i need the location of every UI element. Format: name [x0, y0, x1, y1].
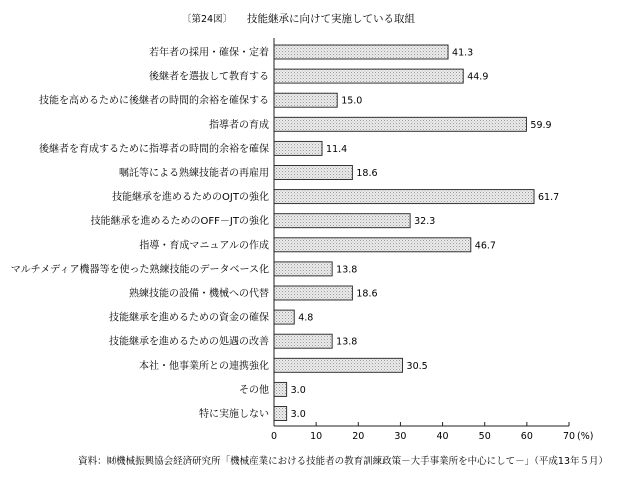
value-label: 4.8: [298, 312, 314, 324]
bar: [274, 238, 471, 252]
x-tick-label: 0: [270, 431, 278, 442]
value-label: 18.6: [356, 168, 378, 179]
value-label: 61.7: [538, 192, 560, 204]
bar: [274, 310, 294, 324]
bar: [274, 286, 352, 300]
x-tick-label: 10: [310, 431, 323, 442]
bar: [274, 45, 448, 59]
bar: [274, 407, 287, 421]
x-unit-label: (%): [577, 431, 594, 442]
x-tick-label: 70: [562, 431, 576, 442]
figure-label: 〔第24図〕: [182, 14, 233, 25]
chart-title: 技能継承に向けて実施している取組: [247, 13, 415, 25]
bar: [274, 262, 332, 276]
category-label: 技能を高めるために後継者の時間的余裕を確保する: [39, 95, 269, 107]
value-label: 15.0: [341, 95, 363, 107]
bar: [274, 382, 287, 396]
x-tick-label: 50: [478, 431, 491, 442]
category-label: 指導者の育成: [209, 119, 269, 131]
category-label: 本社・他事業所との連携強化: [139, 360, 269, 372]
bar: [274, 358, 403, 372]
x-tick-label: 60: [520, 431, 533, 442]
category-label: 後継者を育成するために指導者の時間的余裕を確保: [39, 143, 269, 155]
category-label: 後継者を選抜して教育する: [149, 71, 269, 83]
value-label: 3.0: [290, 409, 306, 420]
category-label: 技能継承を進めるためのOFF－JTの強化: [90, 216, 269, 228]
category-label: 指導・育成マニュアルの作成: [139, 240, 269, 252]
x-tick-label: 40: [436, 431, 449, 442]
value-label: 32.3: [414, 216, 436, 228]
value-label: 3.0: [290, 384, 306, 396]
value-label: 18.6: [356, 288, 378, 300]
value-label: 13.8: [336, 264, 358, 276]
category-label: 若年者の採用・確保・定着: [149, 47, 269, 59]
bar: [274, 69, 463, 83]
source-note: 資料：㈶機械振興協会経済研究所「機械産業における技能者の教育訓練政策－大手事業所を中心にして－」（平成13年５月）: [78, 456, 608, 467]
bar: [274, 334, 332, 348]
x-tick-label: 20: [352, 431, 365, 442]
category-label: 技能継承を進めるための処遇の改善: [109, 336, 269, 348]
value-label: 30.5: [406, 360, 428, 372]
bar: [274, 141, 322, 155]
value-label: 41.3: [452, 47, 474, 59]
category-label: 技能継承を進めるためのOJTの強化: [112, 192, 269, 204]
category-label: 特に実施しない: [199, 409, 269, 420]
bar: [274, 166, 352, 180]
category-label: その他: [239, 384, 269, 396]
category-label: マルチメディア機器等を使った熟練技能のデータベース化: [10, 264, 269, 276]
value-label: 44.9: [467, 71, 489, 83]
value-label: 46.7: [474, 240, 496, 252]
bar: [274, 117, 526, 131]
x-tick-label: 30: [394, 431, 407, 442]
bar: [274, 93, 337, 107]
value-label: 13.8: [336, 336, 358, 348]
value-label: 11.4: [326, 143, 348, 155]
category-label: 嘱託等による熟練技能者の再雇用: [119, 168, 269, 179]
value-label: 59.9: [530, 119, 552, 131]
category-label: 技能継承を進めるための資金の確保: [109, 312, 269, 324]
category-label: 熟練技能の設備・機械への代替: [129, 288, 269, 300]
bar: [274, 214, 410, 228]
bar: [274, 190, 534, 204]
